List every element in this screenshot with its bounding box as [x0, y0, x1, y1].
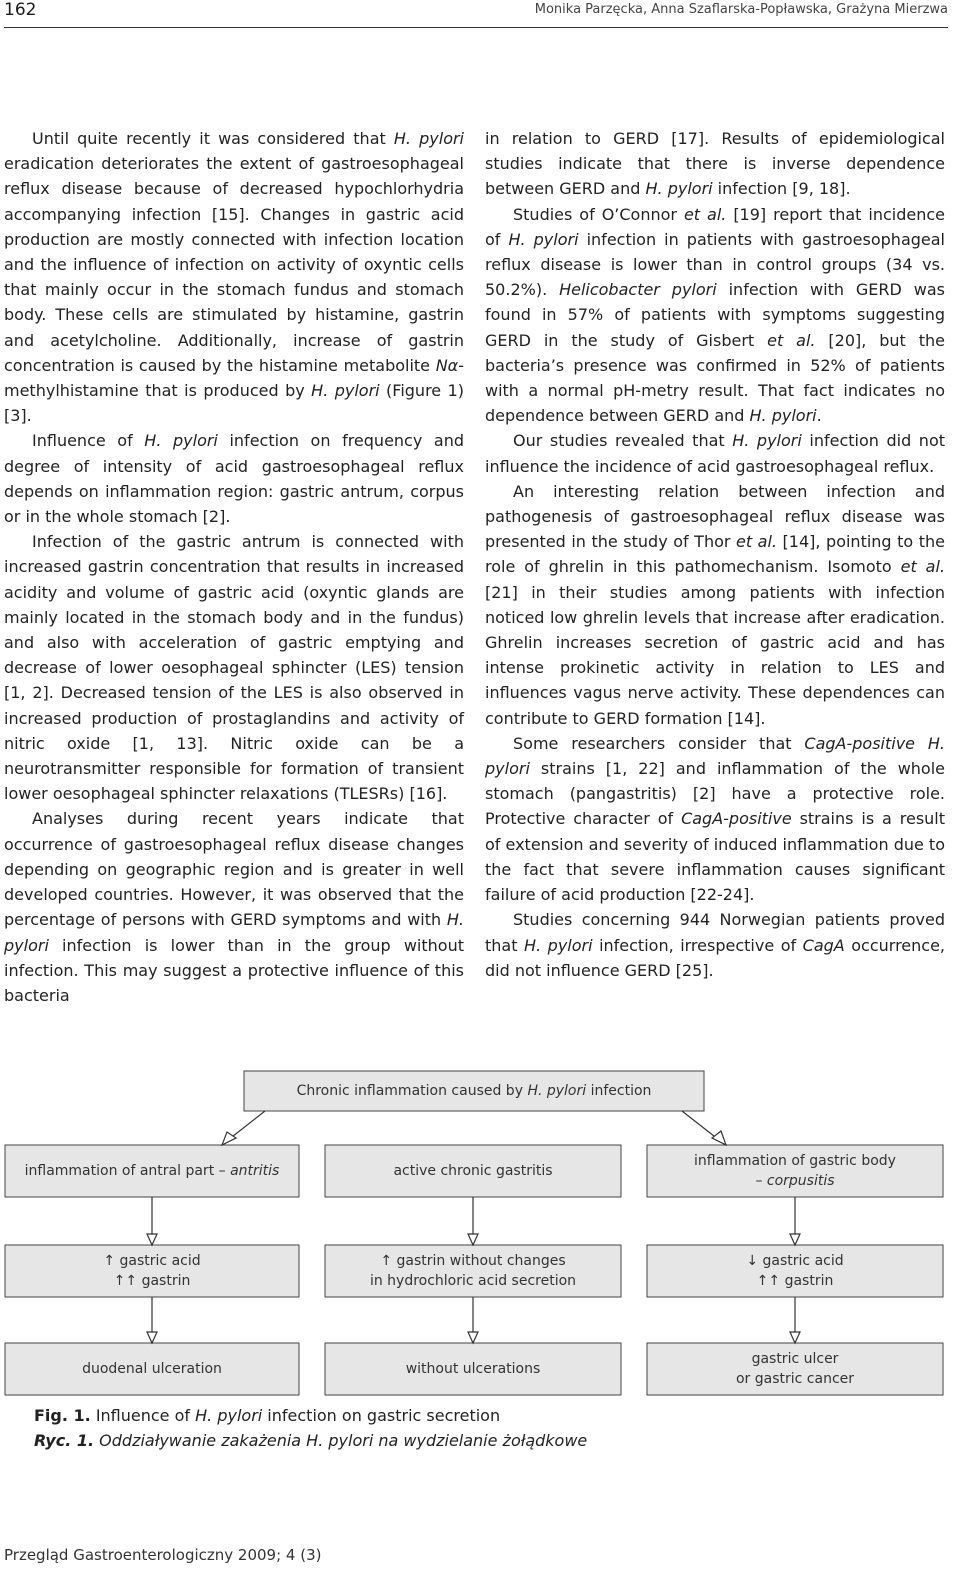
figure-caption-en: Fig. 1. Influence of H. pylori infection on gastric secretion — [34, 1406, 501, 1425]
paragraph: Studies of O’Connor et al. [19] report that incidence of H. pylori infection in patients with gastroesophageal reflux disease is lower than in control groups (34 vs. 50.2%). Helicobacter pylori infection with GERD was found in 57% of patients with symptoms suggesting GERD in the study of Gisbert et al. [20], but the bacteria’s presence was confirmed in 52% of patients with a normal pH-metry result. That fact indicates no dependence between GERD and H. pylori. — [485, 204, 946, 426]
label-chronic-inflammation: Chronic inflammation caused by H. pylori infection — [296, 1083, 652, 1099]
arrow-top-right — [682, 1111, 719, 1140]
paragraph: Our studies revealed that H. pylori infection did not influence the incidence of acid gastroesophageal reflux. — [485, 431, 946, 476]
label-left-effect: ↑ gastric acid ↑↑ gastrin — [103, 1253, 201, 1289]
left-column — [4, 126, 464, 1008]
paragraph: Analyses during recent years indicate that occurrence of gastroesophageal reflux disease changes depending on geographic region and is greater in well developed countries. However, it was observed that the percentage of persons with GERD symptoms and with H. pylori infection is lower than in the group without infection. This may suggest a protective influence of this bacteria — [4, 809, 464, 1005]
label-duodenal-ulceration: duodenal ulceration — [82, 1361, 222, 1377]
paragraph: An interesting relation between infection and pathogenesis of gastroesophageal reflux disease was presented in the study of Thor et al. [14], pointing to the role of ghrelin in this pathomechanism. Isomoto et al. [21] in their studies among patients with infection noticed low ghrelin levels that increase after eradication. Ghrelin increases secretion of gastric acid and has intense prokinetic activity in relation to LES and influences vagus nerve activity. These dependences can contribute to GERD formation [14]. — [485, 481, 946, 728]
paragraph: Infection of the gastric antrum is connected with increased gastrin concentration that results in increased acidity and volume of gastric acid (oxyntic glands are mainly located in the stomach body and in the fundus) and also with acceleration of gastric emptying and decrease of lower oesophageal sphincter (LES) tension [1, 2]. Decreased tension of the LES is also observed in increased production of prostaglandins and activity of nitric oxide [1, 13]. Nitric oxide can be a neurotransmitter responsible for formation of transient lower oesophageal sphincter relaxations (TLESRs) [16]. — [4, 532, 464, 804]
paragraph: Influence of H. pylori infection on frequency and degree of intensity of acid gastroesophageal reflux depends on inflammation region: gastric antrum, corpus or in the whole stomach [2]. — [4, 431, 465, 527]
arrowhead — [468, 1234, 478, 1245]
label-center-effect: ↑ gastrin without changes in hydrochloric acid secretion — [369, 1253, 577, 1289]
label-without-ulcerations: without ulcerations — [405, 1361, 541, 1377]
page-number: 162 — [4, 0, 37, 20]
arrowhead — [222, 1132, 236, 1145]
arrowhead — [712, 1131, 726, 1145]
figure-caption-pl: Ryc. 1. Oddziaływanie zakażenia H. pylori na wydzielanie żołądkowe — [34, 1431, 588, 1450]
paragraph: Some researchers consider that CagA-positive H. pylori strains [1, 22] and inflammation of the whole stomach (pangastritis) [2] have a protective role. Protective character of CagA-positive strains is a result of extension and severity of induced inflammation due to the fact that severe inflammation causes significant failure of acid production [22-24]. — [485, 733, 946, 905]
label-right-effect: ↓ gastric acid ↑↑ gastrin — [746, 1253, 844, 1289]
paragraph: in relation to GERD [17]. Results of epidemiological studies indicate that there is inverse dependence between GERD and H. pylori infection [9, 18]. — [485, 129, 945, 199]
arrowhead — [790, 1332, 800, 1343]
label-active-chronic-gastritis: active chronic gastritis — [393, 1163, 553, 1179]
label-antritis: inflammation of antral part – antritis — [24, 1163, 280, 1179]
label-gastric-ulcer: gastric ulcer or gastric cancer — [735, 1351, 855, 1387]
journal-footer: Przegląd Gastroenterologiczny 2009; 4 (3) — [4, 1546, 322, 1564]
header-rule — [4, 27, 948, 28]
arrowhead — [147, 1234, 157, 1245]
arrowhead — [790, 1234, 800, 1245]
arrowhead — [147, 1332, 157, 1343]
arrowhead — [468, 1332, 478, 1343]
label-corpusitis: inflammation of gastric body – corpusitis — [694, 1153, 896, 1189]
paragraph: Studies concerning 944 Norwegian patients proved that H. pylori infection, irrespective of CagA occurrence, did not influence GERD [25]. — [485, 910, 945, 980]
running-head-authors: Monika Parzęcka, Anna Szaflarska-Popławska, Grażyna Mierzwa — [534, 2, 948, 17]
right-column — [485, 126, 945, 983]
paragraph: Until quite recently it was considered that H. pylori eradication deteriorates the extent of gastroesophageal reflux disease because of decreased hypochlorhydria accompanying infection [15]. Changes in gastric acid production are mostly connected with infection location and the influence of infection on activity of oxyntic cells that mainly occur in the stomach fundus and stomach body. These cells are stimulated by histamine, gastrin and acetylcholine. Additionally, increase of gastrin concentration is caused by the histamine metabolite Nα-methylhistamine that is produced by H. pylori (Figure 1) [3]. — [4, 129, 465, 426]
